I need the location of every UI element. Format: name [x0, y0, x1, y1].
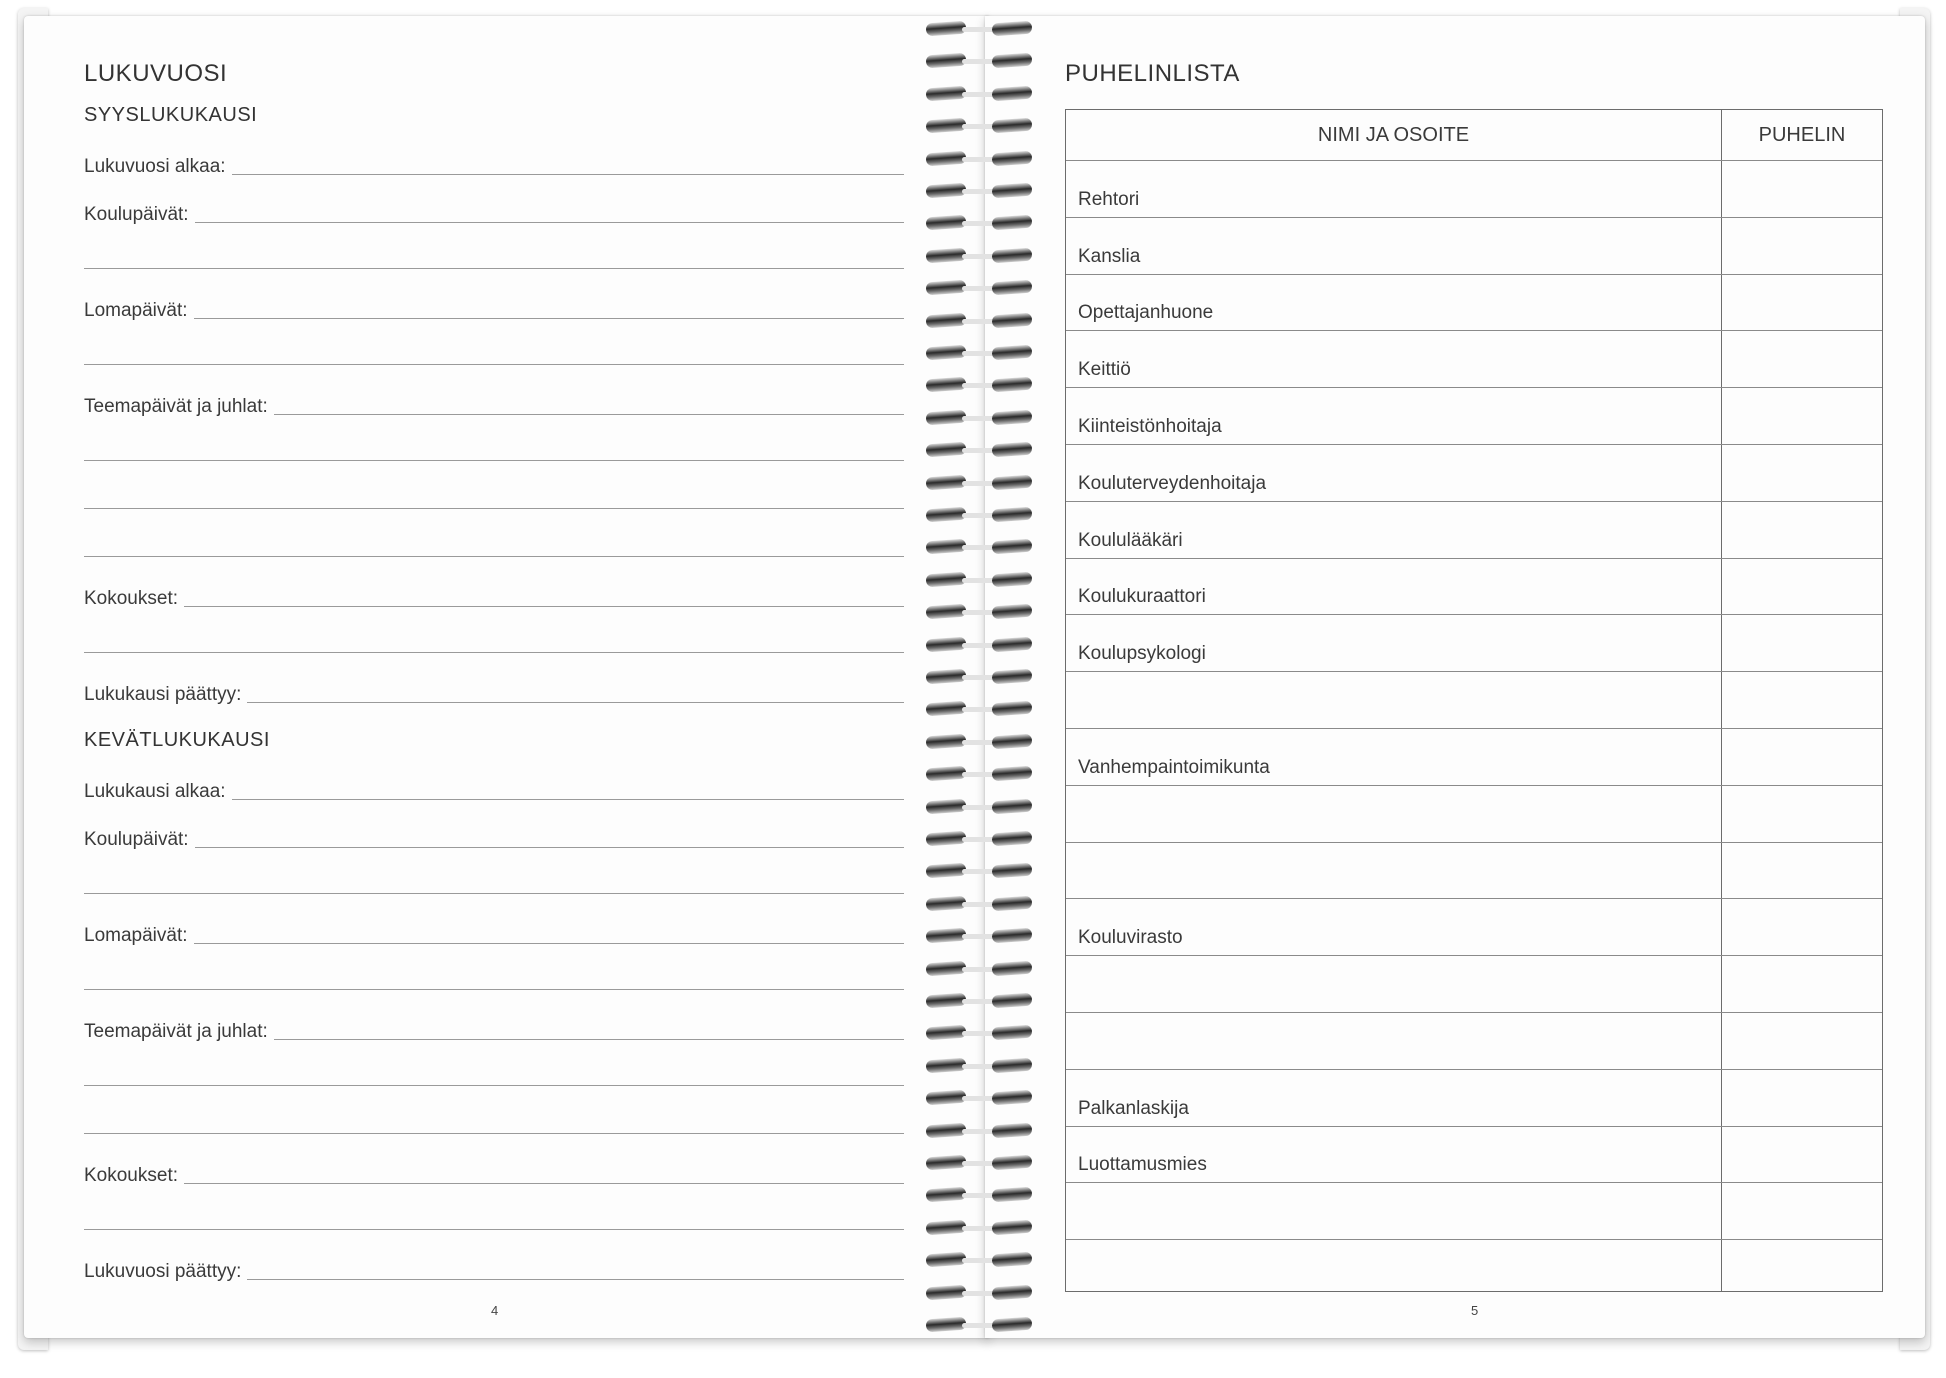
spiral-ring [922, 411, 1042, 427]
field-autumn-theme-days[interactable] [84, 388, 904, 418]
table-row[interactable] [1066, 898, 1882, 955]
table-row[interactable] [1066, 671, 1882, 728]
field-label: Lukukausi alkaa: [84, 781, 226, 802]
field-autumn-meetings[interactable] [84, 580, 904, 610]
spiral-ring [922, 573, 1042, 589]
write-line [274, 414, 904, 415]
spiral-ring [922, 476, 1042, 492]
field-label: Lomapäivät: [84, 300, 188, 321]
write-line [194, 943, 904, 944]
field-spring-theme-days[interactable] [84, 1013, 904, 1043]
table-row[interactable] [1066, 330, 1882, 387]
write-line[interactable] [84, 1229, 904, 1230]
spiral-ring [922, 54, 1042, 70]
table-row[interactable] [1066, 728, 1882, 785]
field-label: Teemapäivät ja juhlat: [84, 396, 268, 417]
row-label: Kouluvirasto [1078, 927, 1183, 949]
table-row[interactable] [1066, 1182, 1882, 1239]
row-label: Kiinteistönhoitaja [1078, 415, 1222, 437]
table-row[interactable] [1066, 160, 1882, 217]
field-spring-end[interactable] [84, 1253, 904, 1283]
write-line[interactable] [84, 989, 904, 990]
table-row[interactable] [1066, 842, 1882, 899]
write-line [194, 318, 904, 319]
spiral-ring [922, 962, 1042, 978]
column-header-name: NIMI JA OSOITE [1317, 123, 1470, 146]
field-autumn-holidays[interactable] [84, 292, 904, 322]
table-row[interactable] [1066, 444, 1882, 501]
table-row[interactable] [1066, 955, 1882, 1012]
spiral-ring [922, 1059, 1042, 1075]
page-title-lukuvuosi: LUKUVUOSI [84, 60, 228, 87]
spiral-ring [922, 767, 1042, 783]
spiral-ring [922, 638, 1042, 654]
field-spring-start[interactable] [84, 773, 904, 803]
row-label: Koulukuraattori [1078, 586, 1206, 608]
write-line[interactable] [84, 268, 904, 269]
write-line [247, 702, 904, 703]
table-row[interactable] [1066, 1239, 1882, 1296]
write-line [232, 174, 904, 175]
table-row[interactable] [1066, 1012, 1882, 1069]
spiral-ring [922, 249, 1042, 265]
table-row[interactable] [1066, 501, 1882, 558]
table-row[interactable] [1066, 274, 1882, 331]
spiral-ring [922, 929, 1042, 945]
spiral-ring [922, 22, 1042, 38]
field-label: Lukuvuosi päättyy: [84, 1261, 242, 1282]
spiral-ring [922, 897, 1042, 913]
field-label: Koulupäivät: [84, 204, 189, 225]
write-line [232, 799, 904, 800]
field-label: Lukuvuosi alkaa: [84, 156, 226, 177]
write-line [247, 1279, 904, 1280]
spiral-ring [922, 1156, 1042, 1172]
spiral-ring [922, 443, 1042, 459]
write-line[interactable] [84, 1085, 904, 1086]
spiral-ring [922, 540, 1042, 556]
table-row[interactable] [1066, 558, 1882, 615]
spiral-ring [922, 508, 1042, 524]
spiral-ring [922, 184, 1042, 200]
field-label: Kokoukset: [84, 588, 178, 609]
spiral-ring [922, 1253, 1042, 1269]
row-label: Kouluterveydenhoitaja [1078, 472, 1267, 494]
write-line[interactable] [84, 893, 904, 894]
spiral-ring [922, 1026, 1042, 1042]
spiral-ring [922, 735, 1042, 751]
spiral-ring [922, 281, 1042, 297]
spiral-ring [922, 994, 1042, 1010]
table-row[interactable] [1066, 1069, 1882, 1126]
phone-list-table [1065, 109, 1883, 1292]
field-autumn-end[interactable] [84, 676, 904, 706]
write-line [195, 222, 904, 223]
spiral-ring [922, 152, 1042, 168]
field-label: Teemapäivät ja juhlat: [84, 1021, 268, 1042]
field-label: Kokoukset: [84, 1165, 178, 1186]
section-heading-spring: KEVÄTLUKUKAUSI [84, 729, 270, 751]
spiral-ring [922, 216, 1042, 232]
page-number-left: 4 [491, 1303, 499, 1318]
table-row[interactable] [1066, 614, 1882, 671]
row-label: Palkanlaskija [1078, 1097, 1189, 1119]
field-autumn-school-days[interactable] [84, 196, 904, 226]
spiral-binding [922, 22, 1042, 1342]
spiral-ring [922, 119, 1042, 135]
write-line [184, 1183, 904, 1184]
spiral-ring [922, 1091, 1042, 1107]
spiral-ring [922, 832, 1042, 848]
row-label: Koulupsykologi [1078, 643, 1206, 665]
spiral-ring [922, 1221, 1042, 1237]
write-line [195, 847, 904, 848]
row-label: Opettajanhuone [1078, 302, 1214, 324]
field-autumn-start[interactable] [84, 148, 904, 178]
spiral-ring [922, 87, 1042, 103]
row-label: Kanslia [1078, 245, 1141, 267]
write-line[interactable] [84, 556, 904, 557]
field-label: Koulupäivät: [84, 829, 189, 850]
spiral-ring [922, 1318, 1042, 1334]
table-row[interactable] [1066, 1126, 1882, 1183]
write-line [184, 606, 904, 607]
write-line[interactable] [84, 652, 904, 653]
write-line[interactable] [84, 508, 904, 509]
write-line[interactable] [84, 460, 904, 461]
field-label: Lomapäivät: [84, 925, 188, 946]
spiral-ring [922, 1188, 1042, 1204]
page-number-right: 5 [1471, 1303, 1479, 1318]
table-row[interactable] [1066, 217, 1882, 274]
spiral-ring [922, 800, 1042, 816]
spiral-ring [922, 605, 1042, 621]
section-heading-autumn: SYYSLUKUKAUSI [84, 104, 258, 126]
field-spring-school-days[interactable] [84, 821, 904, 851]
page-title-puhelinlista: PUHELINLISTA [1065, 60, 1240, 87]
spiral-ring [922, 1286, 1042, 1302]
spiral-ring [922, 346, 1042, 362]
field-spring-holidays[interactable] [84, 917, 904, 947]
row-label: Koululääkäri [1078, 529, 1183, 551]
spiral-ring [922, 864, 1042, 880]
spiral-ring [922, 314, 1042, 330]
table-row[interactable] [1066, 785, 1882, 842]
spiral-ring [922, 670, 1042, 686]
table-row[interactable] [1066, 387, 1882, 444]
spiral-ring [922, 702, 1042, 718]
write-line[interactable] [84, 364, 904, 365]
row-label: Rehtori [1078, 188, 1140, 210]
row-label: Luottamusmies [1078, 1154, 1207, 1176]
field-label: Lukukausi päättyy: [84, 684, 242, 705]
write-line[interactable] [84, 1133, 904, 1134]
row-label: Vanhempaintoimikunta [1078, 756, 1270, 778]
write-line [274, 1039, 904, 1040]
spiral-ring [922, 378, 1042, 394]
column-header-phone: PUHELIN [1758, 123, 1846, 146]
row-label: Keittiö [1078, 359, 1131, 381]
spiral-ring [922, 1124, 1042, 1140]
field-spring-meetings[interactable] [84, 1157, 904, 1187]
